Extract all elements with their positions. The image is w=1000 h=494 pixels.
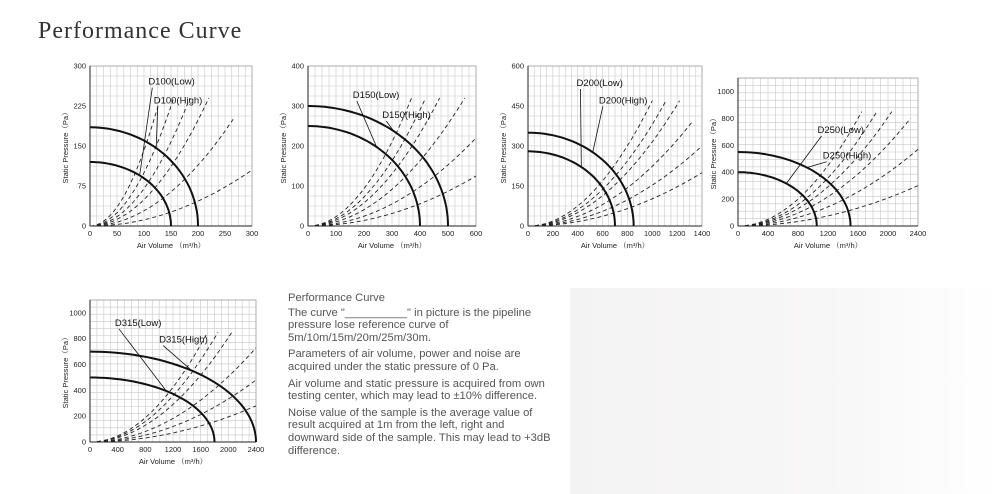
x-tick-label: 2000 xyxy=(879,229,897,238)
x-tick-label: 2000 xyxy=(219,445,237,454)
y-tick-label: 800 xyxy=(721,113,734,123)
x-tick-label: 300 xyxy=(385,229,399,238)
y-tick-label: 450 xyxy=(511,101,524,111)
x-tick-label: 100 xyxy=(329,229,343,238)
y-tick-label: 400 xyxy=(73,385,86,395)
performance-chart-d150 xyxy=(276,60,491,250)
performance-chart-d200 xyxy=(496,60,711,250)
x-tick-label: 100 xyxy=(137,229,151,238)
x-tick-label: 800 xyxy=(139,445,152,454)
series-label: D315(Low) xyxy=(114,317,162,329)
x-tick-label: 400 xyxy=(571,229,584,238)
x-tick-label: 1400 xyxy=(693,229,711,238)
y-tick-label: 300 xyxy=(73,61,86,71)
performance-chart-d250 xyxy=(710,60,950,250)
label-leader xyxy=(140,88,153,176)
x-tick-label: 0 xyxy=(305,229,311,238)
y-axis-label: Static Pressure（Pa） xyxy=(61,333,70,409)
y-tick-label: 0 xyxy=(729,221,734,231)
x-tick-label: 600 xyxy=(469,229,483,238)
y-tick-label: 200 xyxy=(721,194,734,204)
y-tick-label: 0 xyxy=(81,437,86,447)
x-tick-label: 50 xyxy=(112,229,122,238)
background-panel xyxy=(570,288,1000,494)
grid xyxy=(528,66,702,226)
chart-svg xyxy=(58,60,273,250)
series-label: D200(Low) xyxy=(576,78,623,89)
notes-panel xyxy=(288,292,558,461)
label-leader xyxy=(580,89,581,167)
series-label: D150(Low) xyxy=(352,90,400,101)
y-tick-label: 1000 xyxy=(717,86,734,96)
x-tick-label: 500 xyxy=(441,229,455,238)
performance-chart-d315 xyxy=(58,282,273,472)
y-tick-label: 150 xyxy=(511,181,524,191)
x-tick-label: 800 xyxy=(621,229,634,238)
x-tick-label: 1000 xyxy=(643,229,661,238)
y-tick-label: 200 xyxy=(73,411,86,421)
x-tick-label: 1200 xyxy=(164,445,182,454)
grid xyxy=(90,66,252,226)
y-axis-label: Static Pressure（Pa） xyxy=(61,108,70,184)
reference-curve xyxy=(528,101,680,226)
y-tick-label: 150 xyxy=(73,141,86,151)
x-tick-label: 1200 xyxy=(819,229,837,238)
y-tick-label: 0 xyxy=(519,221,524,231)
y-tick-label: 400 xyxy=(291,61,304,71)
y-tick-label: 75 xyxy=(77,181,86,191)
y-tick-label: 400 xyxy=(721,167,734,177)
label-leader xyxy=(786,136,821,183)
fan-curve xyxy=(738,172,817,226)
x-tick-label: 0 xyxy=(735,229,741,238)
series-label: D100(High) xyxy=(153,95,203,107)
x-tick-label: 400 xyxy=(413,229,427,238)
x-tick-label: 2400 xyxy=(909,229,927,238)
series-label: D150(High) xyxy=(382,110,431,121)
x-tick-label: 200 xyxy=(191,229,205,238)
x-tick-label: 0 xyxy=(525,229,531,238)
x-tick-label: 200 xyxy=(357,229,371,238)
chart-svg xyxy=(276,60,491,250)
x-tick-label: 2400 xyxy=(247,445,265,454)
series-label: D200(High) xyxy=(598,95,648,107)
x-tick-label: 400 xyxy=(761,229,775,238)
x-tick-label: 400 xyxy=(111,445,124,454)
x-tick-label: 300 xyxy=(245,229,259,238)
performance-chart-d100 xyxy=(58,60,273,250)
y-tick-label: 600 xyxy=(511,61,524,71)
x-tick-label: 250 xyxy=(218,229,232,238)
note-paragraph: Air volume and static pressure is acquired from own testing center, which may lead to ±10% difference. xyxy=(288,377,545,403)
x-tick-label: 150 xyxy=(164,229,178,238)
y-tick-label: 300 xyxy=(511,141,524,151)
page-title: Performance Curve xyxy=(38,18,243,44)
chart-svg xyxy=(710,60,950,250)
x-tick-label: 1600 xyxy=(192,445,210,454)
series-label: D250(Low) xyxy=(817,125,864,137)
x-axis-label: Air Volume （m³/h） xyxy=(136,241,206,250)
x-axis-label: Air Volume （m³/h） xyxy=(793,241,863,250)
y-axis-label: Static Pressure（Pa） xyxy=(709,114,718,190)
series-label: D250(High) xyxy=(822,150,872,162)
note-paragraph: Parameters of air volume, power and noise are acquired under the static pressure of 0 Pa. xyxy=(288,348,521,373)
note-paragraph: Noise value of the sample is the average value of result acquired at 1m from the left, right and downward side of the sample. This may lead to +3dB difference. xyxy=(288,406,551,457)
y-axis-label: Static Pressure（Pa） xyxy=(499,108,508,184)
x-tick-label: 1600 xyxy=(849,229,867,238)
y-tick-label: 300 xyxy=(291,101,304,111)
y-tick-label: 225 xyxy=(73,101,86,111)
y-axis-label: Static Pressure（Pa） xyxy=(279,108,288,184)
x-tick-label: 800 xyxy=(791,229,805,238)
y-tick-label: 600 xyxy=(721,140,734,150)
reference-curve xyxy=(90,332,208,442)
y-tick-label: 0 xyxy=(299,221,304,231)
x-axis-label: Air Volume （m³/h） xyxy=(580,241,650,250)
x-tick-label: 1200 xyxy=(668,229,686,238)
y-tick-label: 0 xyxy=(81,221,86,231)
x-tick-label: 600 xyxy=(596,229,609,238)
reference-curve xyxy=(738,112,892,226)
series-label: D315(High) xyxy=(159,334,208,346)
label-leader xyxy=(593,106,603,152)
y-tick-label: 200 xyxy=(291,141,304,151)
x-tick-label: 0 xyxy=(87,445,93,454)
y-tick-label: 100 xyxy=(291,181,304,191)
y-tick-label: 800 xyxy=(73,334,86,344)
series-label: D100(Low) xyxy=(148,76,195,88)
chart-svg xyxy=(58,282,273,472)
x-tick-label: 200 xyxy=(546,229,560,238)
y-tick-label: 600 xyxy=(73,360,86,370)
label-leader xyxy=(163,346,192,371)
note-paragraph: The curve "__________" in picture is the pipeline pressure lose reference curve of 5m/10m/15m/20m/25m/30m. xyxy=(288,306,532,344)
chart-svg xyxy=(496,60,711,250)
x-axis-label: Air Volume （m³/h） xyxy=(357,241,427,250)
notes-heading: Performance Curve xyxy=(288,292,385,304)
x-axis-label: Air Volume （m³/h） xyxy=(138,457,208,466)
y-tick-label: 1000 xyxy=(69,308,86,318)
x-tick-label: 0 xyxy=(87,229,93,238)
